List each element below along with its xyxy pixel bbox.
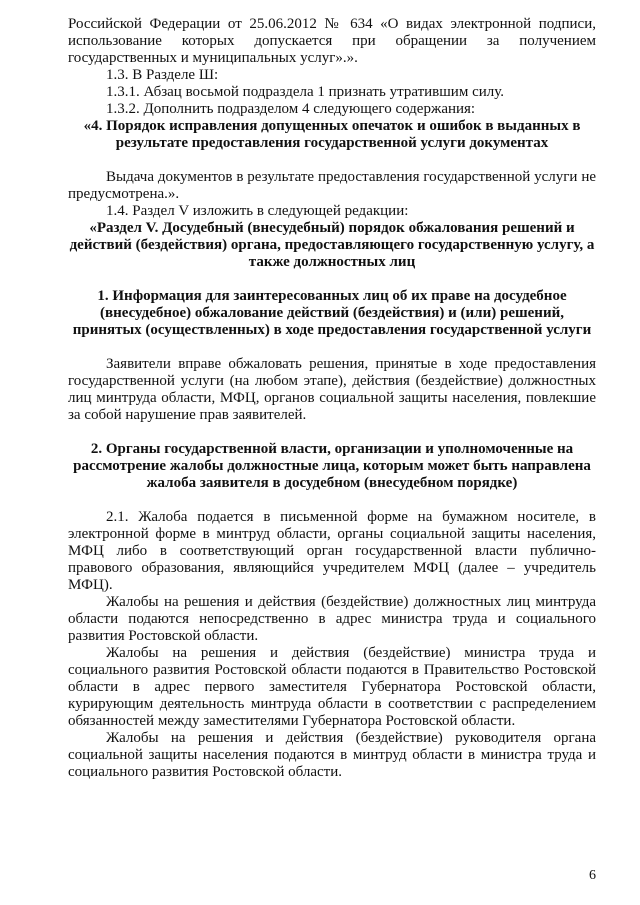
paragraph-complaints-minister: Жалобы на решения и действия (бездействие) министра труда и социального развития Ростовской области подаются в Правительство Ростовской области в адрес первого заместителя Губернатора Ростовской области, курирующим деятельность минтруда области в соответствии с распределением обязанностей между заместителями Губернатора Ростовской области. (68, 645, 596, 729)
clause-1-3-2: 1.3.2. Дополнить подразделом 4 следующего содержания: (106, 101, 476, 117)
document-page (68, 16, 596, 781)
clause-2-1: 2.1. Жалоба подается в письменной форме на бумажном носителе, в электронной форме в минтруд области, органы социальной защиты населения, МФЦ либо в соответствующий орган государственной власти публично-правового образования, являющийся учредителем МФЦ (далее – учредитель МФЦ). (68, 509, 596, 593)
heading-section-v: «Раздел V. Досудебный (внесудебный) порядок обжалования решений и действий (бездействия) органа, предоставляющего государственную услугу, а также должностных лиц (69, 220, 595, 270)
clause-1-4: 1.4. Раздел V изложить в следующей редакции: (106, 203, 409, 219)
paragraph-applicants-rights: Заявители вправе обжаловать решения, принятые в ходе предоставления государственной услуги (на любом этапе), действия (бездействие) должностных лиц минтруда области, МФЦ, органов социальной защиты населения, повлекшие за собой нарушение прав заявителей. (68, 356, 596, 423)
heading-subsection-1: 1. Информация для заинтересованных лиц об их праве на досудебное (внесудебное) обжалование действий (бездействия) и (или) решений, принятых (осуществленных) в ходе предоставления государственной услуги (72, 288, 592, 338)
heading-subsection-2: 2. Органы государственной власти, организации и уполномоченные на рассмотрение жалобы должностные лица, которым может быть направлена жалоба заявителя в досудебном (внесудебном порядке) (73, 441, 591, 491)
heading-section-4: «4. Порядок исправления допущенных опечаток и ошибок в выданных в результате предоставления государственной услуги документах (83, 118, 581, 151)
paragraph-complaints-head: Жалобы на решения и действия (бездействие) руководителя органа социальной защиты населения подаются в минтруд области в министра труда и социального развития Ростовской области. (68, 730, 596, 780)
page-number: 6 (589, 868, 596, 883)
paragraph-complaints-officials: Жалобы на решения и действия (бездействие) должностных лиц минтруда области подаются непосредственно в адрес министра труда и социального развития Ростовской области. (68, 594, 596, 644)
clause-1-3: 1.3. В Разделе Ш: (106, 67, 219, 83)
clause-1-3-1: 1.3.1. Абзац восьмой подраздела 1 признать утратившим силу. (106, 84, 504, 100)
paragraph-continuation: Российской Федерации от 25.06.2012 № 634 «О видах электронной подписи, использование которых допускается при обращении за получением государственных и муниципальных услуг».». (68, 16, 596, 66)
paragraph-documents-issue: Выдача документов в результате предоставления государственной услуги не предусмотрена.». (68, 169, 596, 202)
